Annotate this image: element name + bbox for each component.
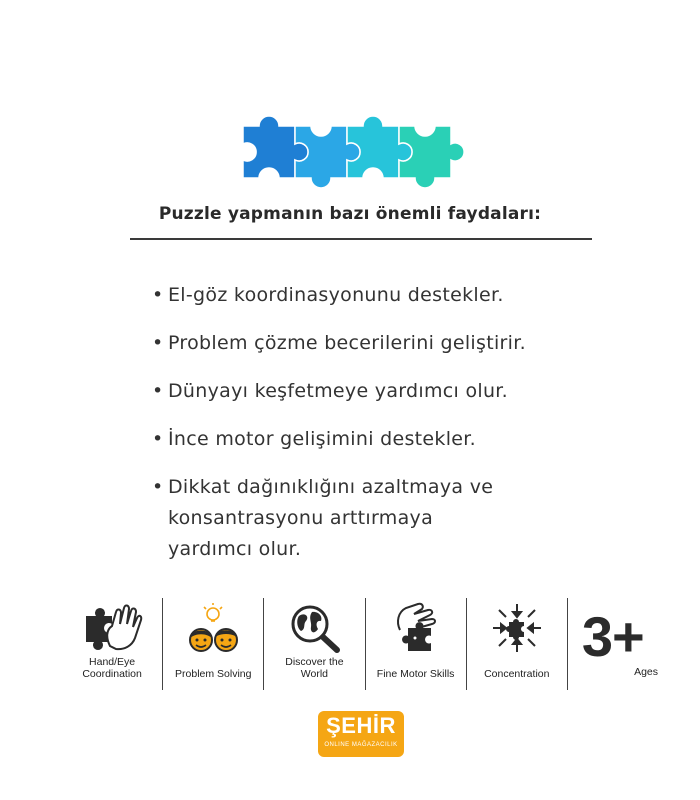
benefit-item: • Dikkat dağınıklığını azaltmaya ve konsantrasyonu arttırmaya yardımcı olur. [152, 472, 523, 565]
feature-label: Discover the World [285, 656, 344, 680]
converging-arrows-puzzle-icon [485, 602, 549, 654]
title-divider [130, 238, 592, 240]
feature-discover-world [264, 598, 365, 690]
feature-label: Hand/Eye Coordination [82, 656, 142, 680]
benefit-item: • Problem çözme becerilerini geliştirir. [152, 328, 622, 359]
benefit-item: • El-göz koordinasyonunu destekler. [152, 280, 622, 311]
page-title: Puzzle yapmanın bazı önemli faydaları: [158, 204, 542, 224]
feature-age [568, 598, 672, 690]
feature-fine-motor [366, 598, 467, 690]
feature-label: Fine Motor Skills [376, 668, 455, 680]
logo-subtitle: ONLINE MAĞAZACILIK [324, 742, 398, 748]
puzzle-pieces-banner [0, 112, 700, 192]
feature-label: Problem Solving [175, 668, 252, 680]
brand-logo [318, 711, 404, 757]
feature-problem-solving [163, 598, 264, 690]
puzzle-pieces-icon [235, 112, 465, 192]
feature-hand-eye [62, 598, 163, 690]
hand-holding-puzzle-icon [384, 602, 448, 654]
benefit-item: • Dünyayı keşfetmeye yardımcı olur. [152, 376, 622, 407]
benefits-list [152, 280, 622, 582]
globe-magnifier-icon [282, 602, 346, 654]
feature-concentration [467, 598, 568, 690]
feature-label: Concentration [484, 668, 550, 680]
benefit-item: • İnce motor gelişimini destekler. [152, 424, 622, 455]
hand-puzzle-icon [80, 602, 144, 654]
kids-lightbulb-icon [181, 602, 245, 654]
feature-icons-row [62, 598, 672, 690]
age-label: Ages [634, 666, 658, 678]
age-value: 3+ [581, 605, 644, 668]
logo-title: ŞEHİR [326, 713, 396, 738]
